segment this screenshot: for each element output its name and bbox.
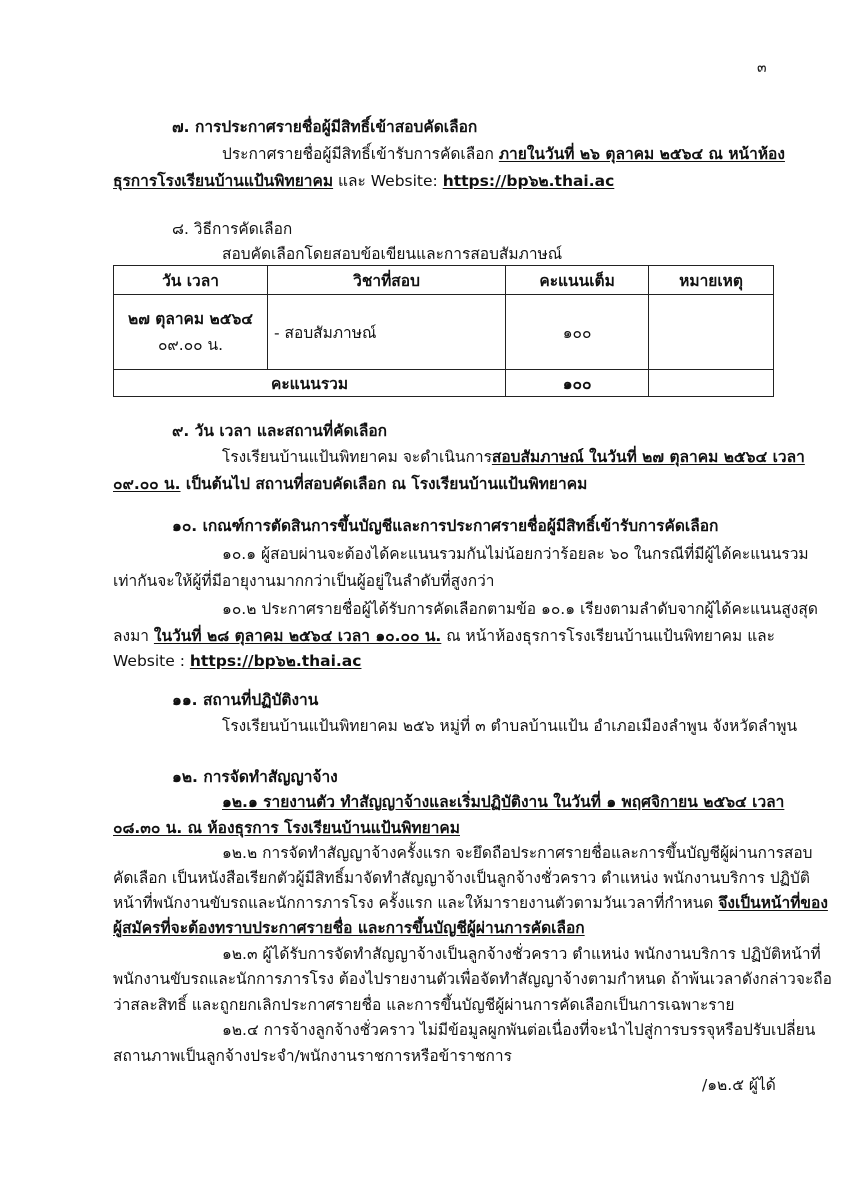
section-7-heading: ๗. การประกาศรายชื่อผู้มีสิทธิ์เข้าสอบคัดเลือก [172,118,478,136]
date-time-cell [114,295,268,370]
section-12-4-line-2: สถานภาพเป็นลูกจ้างประจำ/พนักงานราชการหรือข้าราชการ [113,1047,512,1065]
section-10-2-line-1: ๑๐.๒ ประกาศรายชื่อผู้ได้รับการคัดเลือกตามข้อ ๑๐.๑ เรียงตามลำดับจากผู้ได้คะแนนสูงสุด [222,600,818,618]
section-10-2-date-emphasis: ในวันที่ ๒๘ ตุลาคม ๒๕๖๔ เวลา ๑๐.๐๐ น. [153,627,442,645]
total-label: คะแนนรวม [114,370,506,397]
section-12-2-duty-emphasis: จึงเป็นหน้าที่ของ [718,894,828,912]
section-12-1-line-1: ๑๒.๑ รายงานตัว ทำสัญญาจ้างและเริ่มปฏิบัติงาน ในวันที่ ๑ พฤศจิกายน ๒๕๖๔ เวลา [222,793,785,811]
section-10-2-line-3 [113,651,361,671]
section-12-2-line-3 [113,893,828,913]
section-7-line-1 [222,144,785,164]
section-10-2-website-link[interactable]: https://bp๖๒.thai.ac [189,652,362,670]
section-8-heading: ๘. วิธีการคัดเลือก [172,220,293,238]
score-table [113,265,774,397]
exam-date: ๒๗ ตุลาคม ๒๕๖๔ [127,310,254,328]
subject-cell: - สอบสัมภาษณ์ [268,295,506,370]
table-header-row [114,266,774,295]
section-7-date-emphasis: ภายในวันที่ ๒๖ ตุลาคม ๒๕๖๔ ณ หน้าห้อง [498,145,785,163]
section-12-2-line-4: ผู้สมัครที่จะต้องทราบประกาศรายชื่อ และการขึ้นบัญชีผู้ผ่านการคัดเลือก [113,919,585,937]
section-7-location-emphasis: ธุรการโรงเรียนบ้านแป้นพิทยาคม [113,172,334,190]
section-9-line-1 [222,447,805,467]
exam-time: ๐๙.๐๐ น. [157,336,224,354]
table-total-row [114,370,774,397]
section-10-heading: ๑๐. เกณฑ์การตัดสินการขึ้นบัญชีและการประกาศรายชื่อผู้มีสิทธิ์เข้ารับการคัดเลือก [172,517,719,535]
section-9-time-emphasis: ๐๙.๐๐ น. [113,475,181,493]
total-remarks-cell [649,370,774,397]
header-full-score: คะแนนเต็ม [506,266,649,295]
section-10-2-website-label: Website : [113,652,190,670]
section-12-3-line-1: ๑๒.๓ ผู้ได้รับการจัดทำสัญญาจ้างเป็นลูกจ้างชั่วคราว ตำแหน่ง พนักงานบริการ ปฏิบัติหน้าที่ [222,945,821,963]
section-10-1-line-2: เท่ากันจะให้ผู้ที่มีอายุงานมากกว่าเป็นผู้อยู่ในลำดับที่สูงกว่า [113,572,495,590]
section-12-2-line-1: ๑๒.๒ การจัดทำสัญญาจ้างครั้งแรก จะยึดถือประกาศรายชื่อและการขึ้นบัญชีผู้ผ่านการสอบ [222,844,813,862]
section-7-text: ประกาศรายชื่อผู้มีสิทธิ์เข้ารับการคัดเลือก [222,145,494,163]
section-11-line-1: โรงเรียนบ้านแป้นพิทยาคม ๒๕๖ หมู่ที่ ๓ ตำบลบ้านแป้น อำเภอเมืองลำพูน จังหวัดลำพูน [222,717,798,735]
header-date-time: วัน เวลา [114,266,268,295]
section-9-location-text: เป็นต้นไป สถานที่สอบคัดเลือก ณ โรงเรียนบ้านแป้นพิทยาคม [180,475,588,493]
total-score: ๑๐๐ [506,370,649,397]
score-cell: ๑๐๐ [506,295,649,370]
section-8-line-1: สอบคัดเลือกโดยสอบข้อเขียนและการสอบสัมภาษณ์ [222,245,563,263]
section-10-2-line-2 [113,626,775,646]
remarks-cell [649,295,774,370]
section-12-2-text: หน้าที่พนักงานขับรถและนักการภารโรง ครั้งแรก และให้มารายงานตัวตามวันเวลาที่กำหนด [113,894,719,912]
header-remarks: หมายเหตุ [649,266,774,295]
section-10-2-location-text: ณ หน้าห้องธุรการโรงเรียนบ้านแป้นพิทยาคม และ [441,627,776,645]
section-11-heading: ๑๑. สถานที่ปฏิบัติงาน [172,691,319,709]
section-9-heading: ๙. วัน เวลา และสถานที่คัดเลือก [172,422,388,440]
section-9-interview-emphasis: สอบสัมภาษณ์ ในวันที่ ๒๗ ตุลาคม ๒๕๖๔ เวลา [491,448,805,466]
section-12-1-line-2: ๐๘.๓๐ น. ณ ห้องธุรการ โรงเรียนบ้านแป้นพิทยาคม [113,819,460,837]
section-12-3-line-3: ว่าสละสิทธิ์ และถูกยกเลิกประกาศรายชื่อ และการขึ้นบัญชีผู้ผ่านการคัดเลือกเป็นการเฉพาะราย [113,996,735,1014]
section-12-2-line-2: คัดเลือก เป็นหนังสือเรียกตัวผู้มีสิทธิ์มาจัดทำสัญญาจ้างเป็นลูกจ้างชั่วคราว ตำแหน่ง พนักงานบริการ ปฏิบัติ [113,869,810,887]
continuation-note: /๑๒.๕ ผู้ได้ [702,1076,776,1094]
section-9-line-2 [113,474,587,494]
section-12-4-line-1: ๑๒.๔ การจ้างลูกจ้างชั่วคราว ไม่มีข้อมูลผูกพันต่อเนื่องที่จะนำไปสู่การบรรจุหรือปรับเปลี่ยน [222,1021,816,1039]
section-10-2-text: ลงมา [113,627,154,645]
section-9-text: โรงเรียนบ้านแป้นพิทยาคม จะดำเนินการ [222,448,492,466]
header-subject: วิชาที่สอบ [268,266,506,295]
page-number: ๓ [757,60,767,76]
section-10-1-line-1: ๑๐.๑ ผู้สอบผ่านจะต้องได้คะแนนรวมกันไม่น้อยกว่าร้อยละ ๖๐ ในกรณีที่มีผู้ได้คะแนนรวม [222,545,809,563]
section-7-line-2 [113,171,614,191]
table-row [114,295,774,370]
section-7-website-link[interactable]: https://bp๖๒.thai.ac [442,172,615,190]
section-12-3-line-2: พนักงานขับรถและนักการภารโรง ต้องไปรายงานตัวเพื่อจัดทำสัญญาจ้างตามกำหนด ถ้าพ้นเวลาดังกล่าวจะถือ [113,970,832,988]
section-7-website-label: และ Website: [333,172,443,190]
section-12-heading: ๑๒. การจัดทำสัญญาจ้าง [172,768,338,786]
